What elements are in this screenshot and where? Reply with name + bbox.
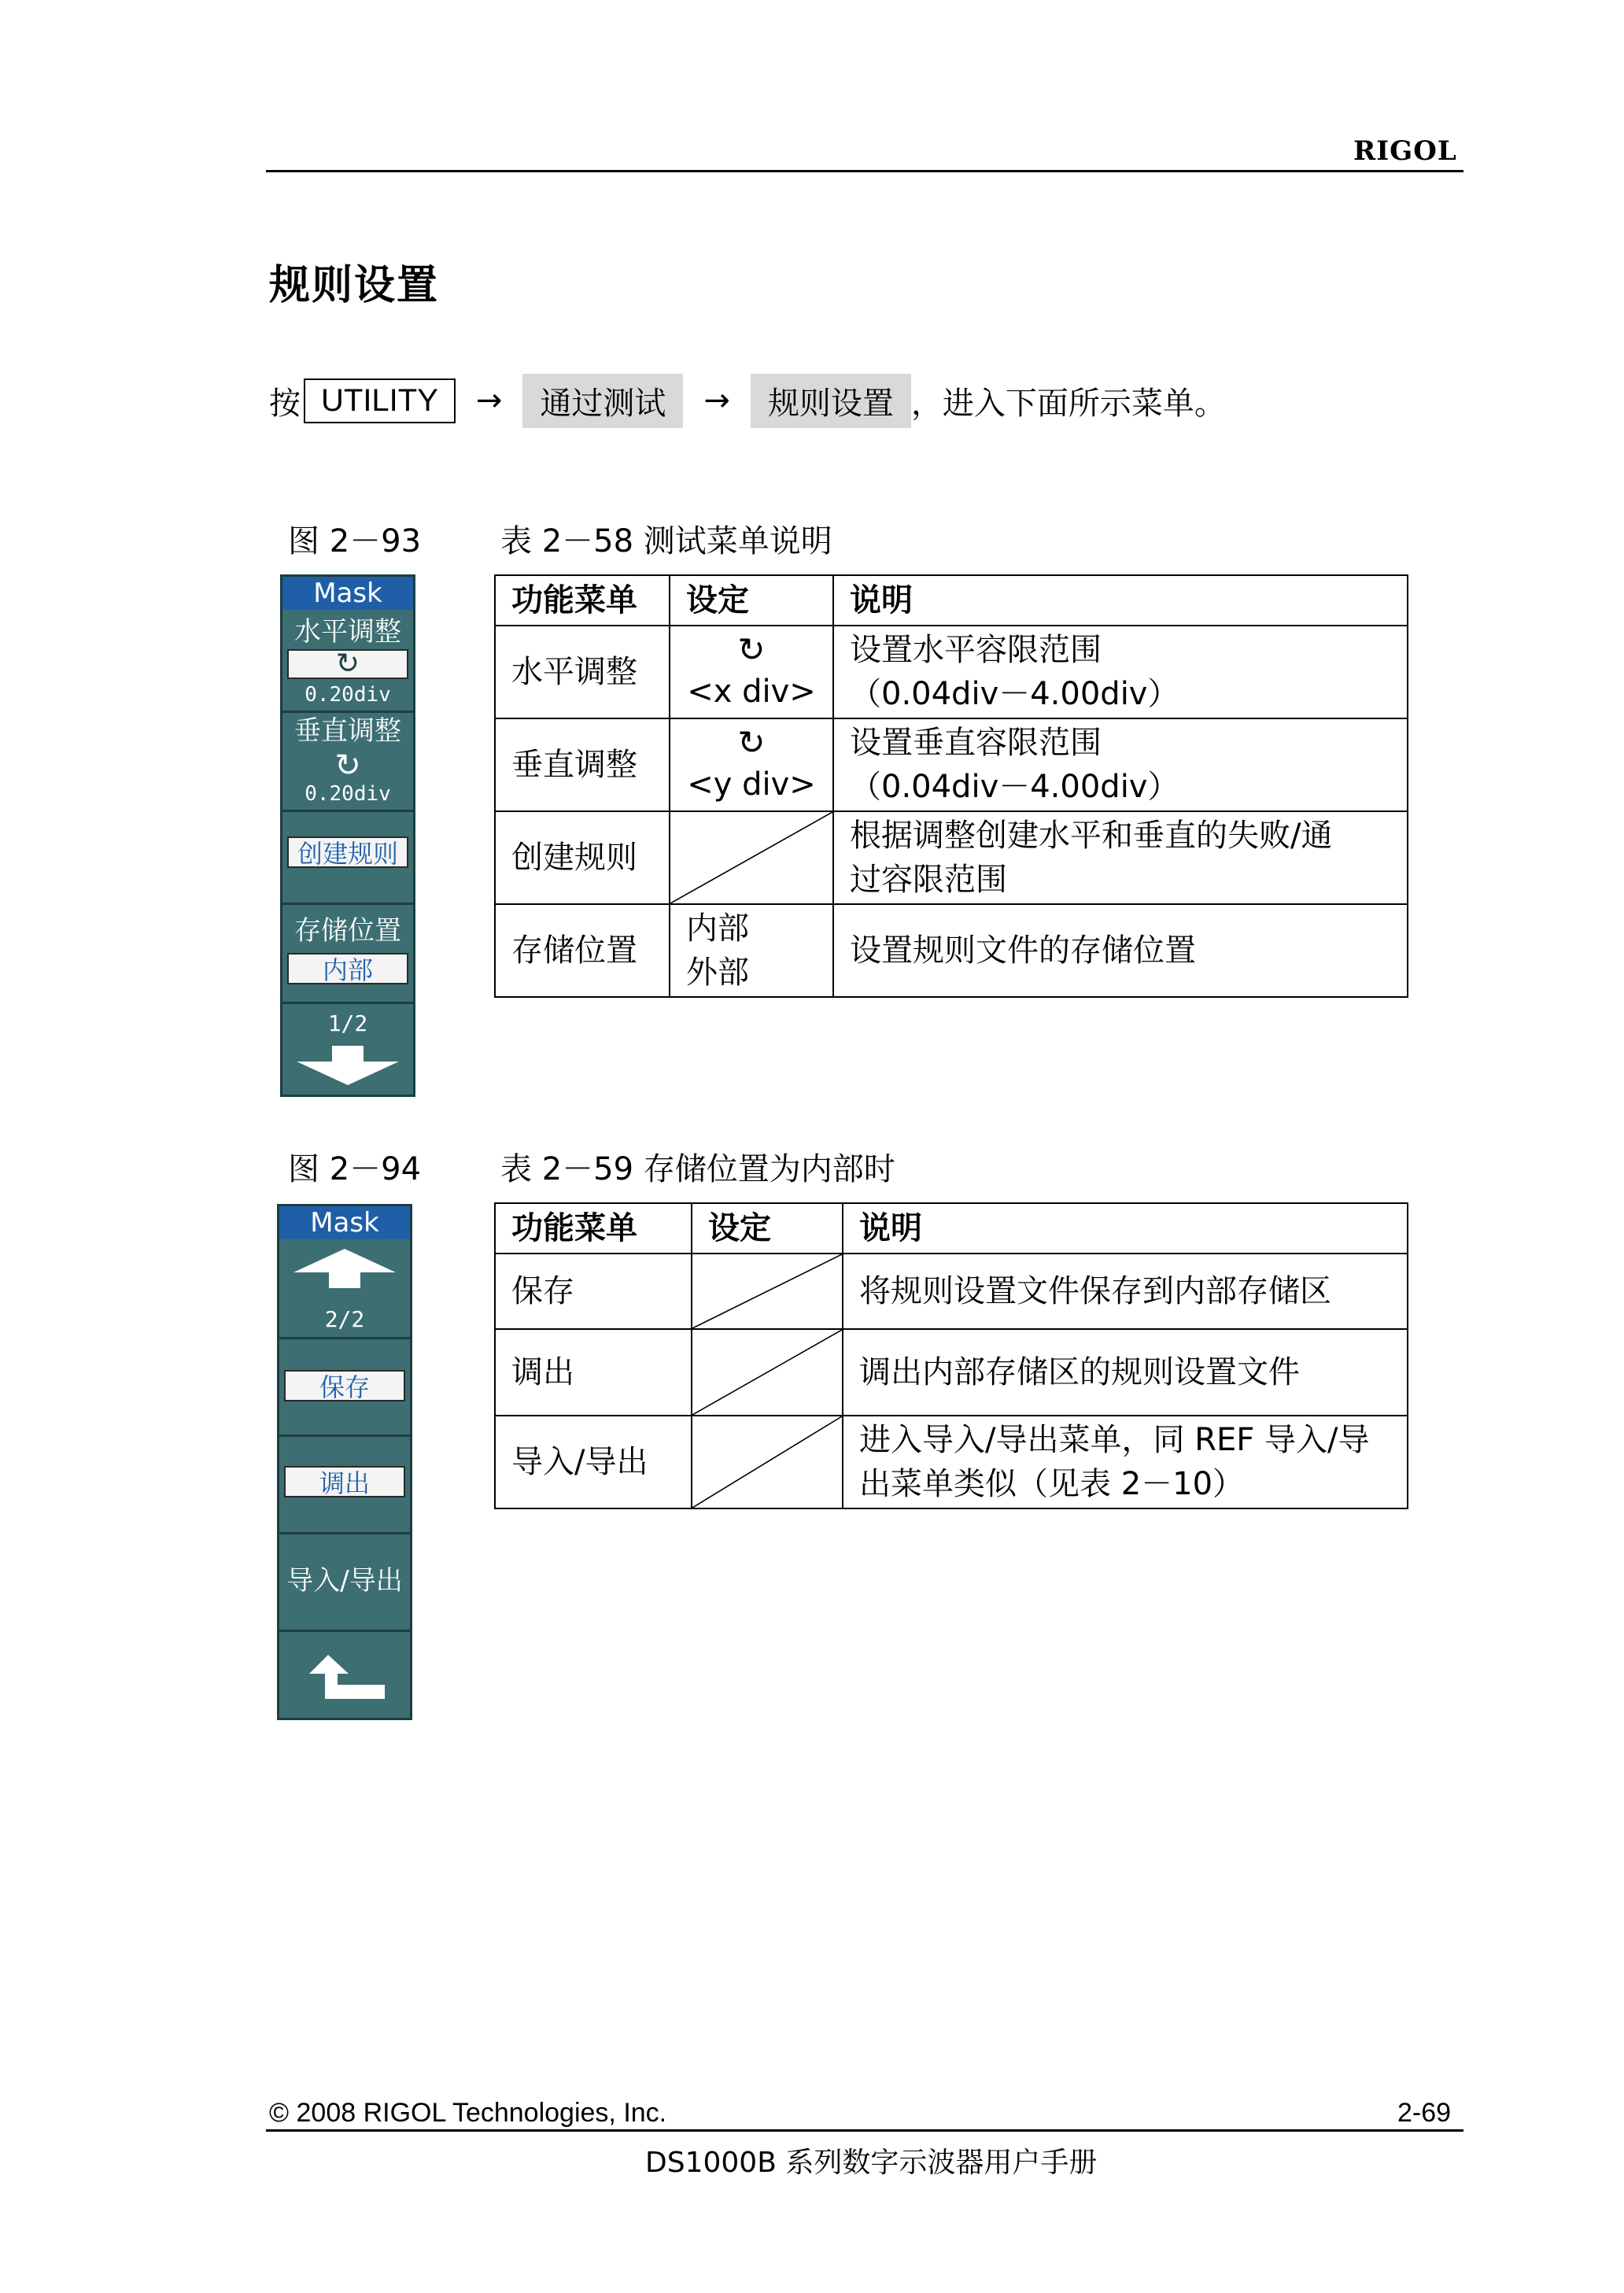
arrow-up-icon[interactable] bbox=[293, 1249, 396, 1288]
divider bbox=[279, 1532, 410, 1534]
v-adjust-label: 垂直调整 bbox=[294, 715, 401, 747]
divider bbox=[282, 711, 413, 713]
table-row bbox=[495, 1416, 1408, 1508]
row-description: 将规则设置文件保存到内部存储区 bbox=[843, 1254, 1408, 1329]
description-line: 出菜单类似（见表 2－10） bbox=[859, 1466, 1245, 1502]
header-rule bbox=[266, 170, 1463, 172]
utility-key: UTILITY bbox=[304, 378, 456, 423]
table-header-row bbox=[495, 1203, 1408, 1254]
table-row bbox=[495, 626, 1408, 718]
table-row bbox=[495, 811, 1408, 904]
row-setting-value: <x div> bbox=[687, 674, 816, 710]
diagonal-slash bbox=[692, 1254, 842, 1328]
mask-menu-panel-page2 bbox=[277, 1204, 412, 1720]
brand-logo-text: RIGOL bbox=[1353, 135, 1457, 167]
h-adjust-label: 水平调整 bbox=[294, 616, 401, 648]
row-setting bbox=[670, 718, 833, 811]
row-setting-value: <y div> bbox=[687, 766, 816, 803]
col-header-function: 功能菜单 bbox=[495, 575, 670, 626]
divider bbox=[282, 1002, 413, 1004]
import-export-item[interactable]: 导入/导出 bbox=[286, 1565, 403, 1597]
rule-settings-key: 规则设置 bbox=[751, 374, 911, 428]
v-adjust-value: 0.20div bbox=[304, 782, 391, 806]
row-description bbox=[833, 811, 1408, 904]
diagonal-slash bbox=[670, 812, 832, 903]
setting-option: 内部 bbox=[686, 910, 749, 947]
row-description: 设置规则文件的存储位置 bbox=[833, 904, 1408, 997]
internal-storage-table bbox=[494, 1202, 1408, 1509]
mask-menu-panel-page1 bbox=[280, 574, 415, 1097]
arrow-right-icon: → bbox=[475, 382, 503, 419]
figure-caption: 图 2－93 bbox=[288, 523, 422, 559]
col-header-function: 功能菜单 bbox=[495, 1203, 692, 1254]
page-indicator: 2/2 bbox=[324, 1306, 365, 1332]
row-description bbox=[843, 1416, 1408, 1508]
row-description bbox=[833, 626, 1408, 718]
figure-caption: 图 2－94 bbox=[288, 1151, 422, 1187]
rotate-knob-icon[interactable]: ↻ bbox=[334, 748, 361, 784]
divider bbox=[282, 903, 413, 905]
table-header-row bbox=[495, 575, 1408, 626]
divider bbox=[279, 1435, 410, 1437]
recall-button[interactable]: 调出 bbox=[284, 1466, 405, 1497]
table-row bbox=[495, 1329, 1408, 1416]
instruction-prefix: 按 bbox=[269, 385, 301, 422]
row-function: 调出 bbox=[495, 1329, 692, 1416]
page-number: 2-69 bbox=[1397, 2098, 1452, 2128]
description-line: 进入导入/导出菜单，同 REF 导入/导 bbox=[859, 1422, 1370, 1458]
empty-setting-cell bbox=[692, 1254, 843, 1329]
storage-label: 存储位置 bbox=[294, 915, 401, 947]
row-function: 存储位置 bbox=[495, 904, 670, 997]
table-caption: 表 2－59 存储位置为内部时 bbox=[500, 1151, 895, 1187]
rotate-knob-icon: ↻ bbox=[737, 630, 766, 669]
pass-fail-test-key: 通过测试 bbox=[522, 374, 683, 428]
description-line: 设置垂直容限范围 bbox=[850, 725, 1102, 761]
divider bbox=[279, 1337, 410, 1339]
row-function: 导入/导出 bbox=[495, 1416, 692, 1508]
description-line: 根据调整创建水平和垂直的失败/通 bbox=[850, 818, 1333, 854]
empty-setting-cell bbox=[692, 1416, 843, 1508]
table-caption: 表 2－58 测试菜单说明 bbox=[500, 523, 832, 559]
copyright-text: © 2008 RIGOL Technologies, Inc. bbox=[269, 2098, 667, 2128]
diagonal-slash bbox=[692, 1416, 842, 1508]
description-line: （0.04div－4.00div） bbox=[850, 769, 1179, 805]
row-setting bbox=[670, 626, 833, 718]
empty-setting-cell bbox=[670, 811, 833, 904]
page-indicator: 1/2 bbox=[327, 1010, 368, 1036]
col-header-description: 说明 bbox=[843, 1203, 1408, 1254]
create-rule-button[interactable]: 创建规则 bbox=[287, 836, 408, 868]
panel-header: Mask bbox=[279, 1206, 410, 1239]
table-row bbox=[495, 1254, 1408, 1329]
return-icon[interactable] bbox=[309, 1655, 385, 1700]
row-function: 水平调整 bbox=[495, 626, 670, 718]
save-button[interactable]: 保存 bbox=[284, 1370, 405, 1401]
col-header-description: 说明 bbox=[833, 575, 1408, 626]
row-description bbox=[833, 718, 1408, 811]
h-adjust-value: 0.20div bbox=[304, 683, 391, 707]
arrow-down-icon[interactable] bbox=[297, 1046, 399, 1085]
row-setting bbox=[670, 904, 833, 997]
storage-value-button[interactable]: 内部 bbox=[287, 953, 408, 984]
table-row bbox=[495, 718, 1408, 811]
table-row bbox=[495, 904, 1408, 997]
row-function: 保存 bbox=[495, 1254, 692, 1329]
row-function: 垂直调整 bbox=[495, 718, 670, 811]
instruction-suffix: ，进入下面所示菜单。 bbox=[910, 385, 1226, 422]
description-line: 过容限范围 bbox=[850, 862, 1007, 898]
col-header-setting: 设定 bbox=[670, 575, 833, 626]
row-function: 创建规则 bbox=[495, 811, 670, 904]
diagonal-slash bbox=[692, 1330, 842, 1415]
section-title: 规则设置 bbox=[269, 262, 440, 309]
col-header-setting: 设定 bbox=[692, 1203, 843, 1254]
divider bbox=[279, 1630, 410, 1632]
row-description: 调出内部存储区的规则设置文件 bbox=[843, 1329, 1408, 1416]
description-line: 设置水平容限范围 bbox=[850, 632, 1102, 668]
footer-rule bbox=[266, 2129, 1463, 2132]
arrow-right-icon: → bbox=[703, 382, 730, 419]
rotate-knob-icon[interactable]: ↻ bbox=[287, 649, 408, 679]
instruction-line bbox=[269, 376, 1226, 425]
panel-header: Mask bbox=[282, 577, 413, 610]
test-menu-table bbox=[494, 574, 1408, 998]
rotate-knob-icon: ↻ bbox=[737, 723, 766, 762]
divider bbox=[282, 810, 413, 812]
empty-setting-cell bbox=[692, 1329, 843, 1416]
manual-title: DS1000B 系列数字示波器用户手册 bbox=[645, 2147, 1098, 2179]
description-line: （0.04div－4.00div） bbox=[850, 676, 1179, 712]
setting-option: 外部 bbox=[686, 954, 749, 991]
